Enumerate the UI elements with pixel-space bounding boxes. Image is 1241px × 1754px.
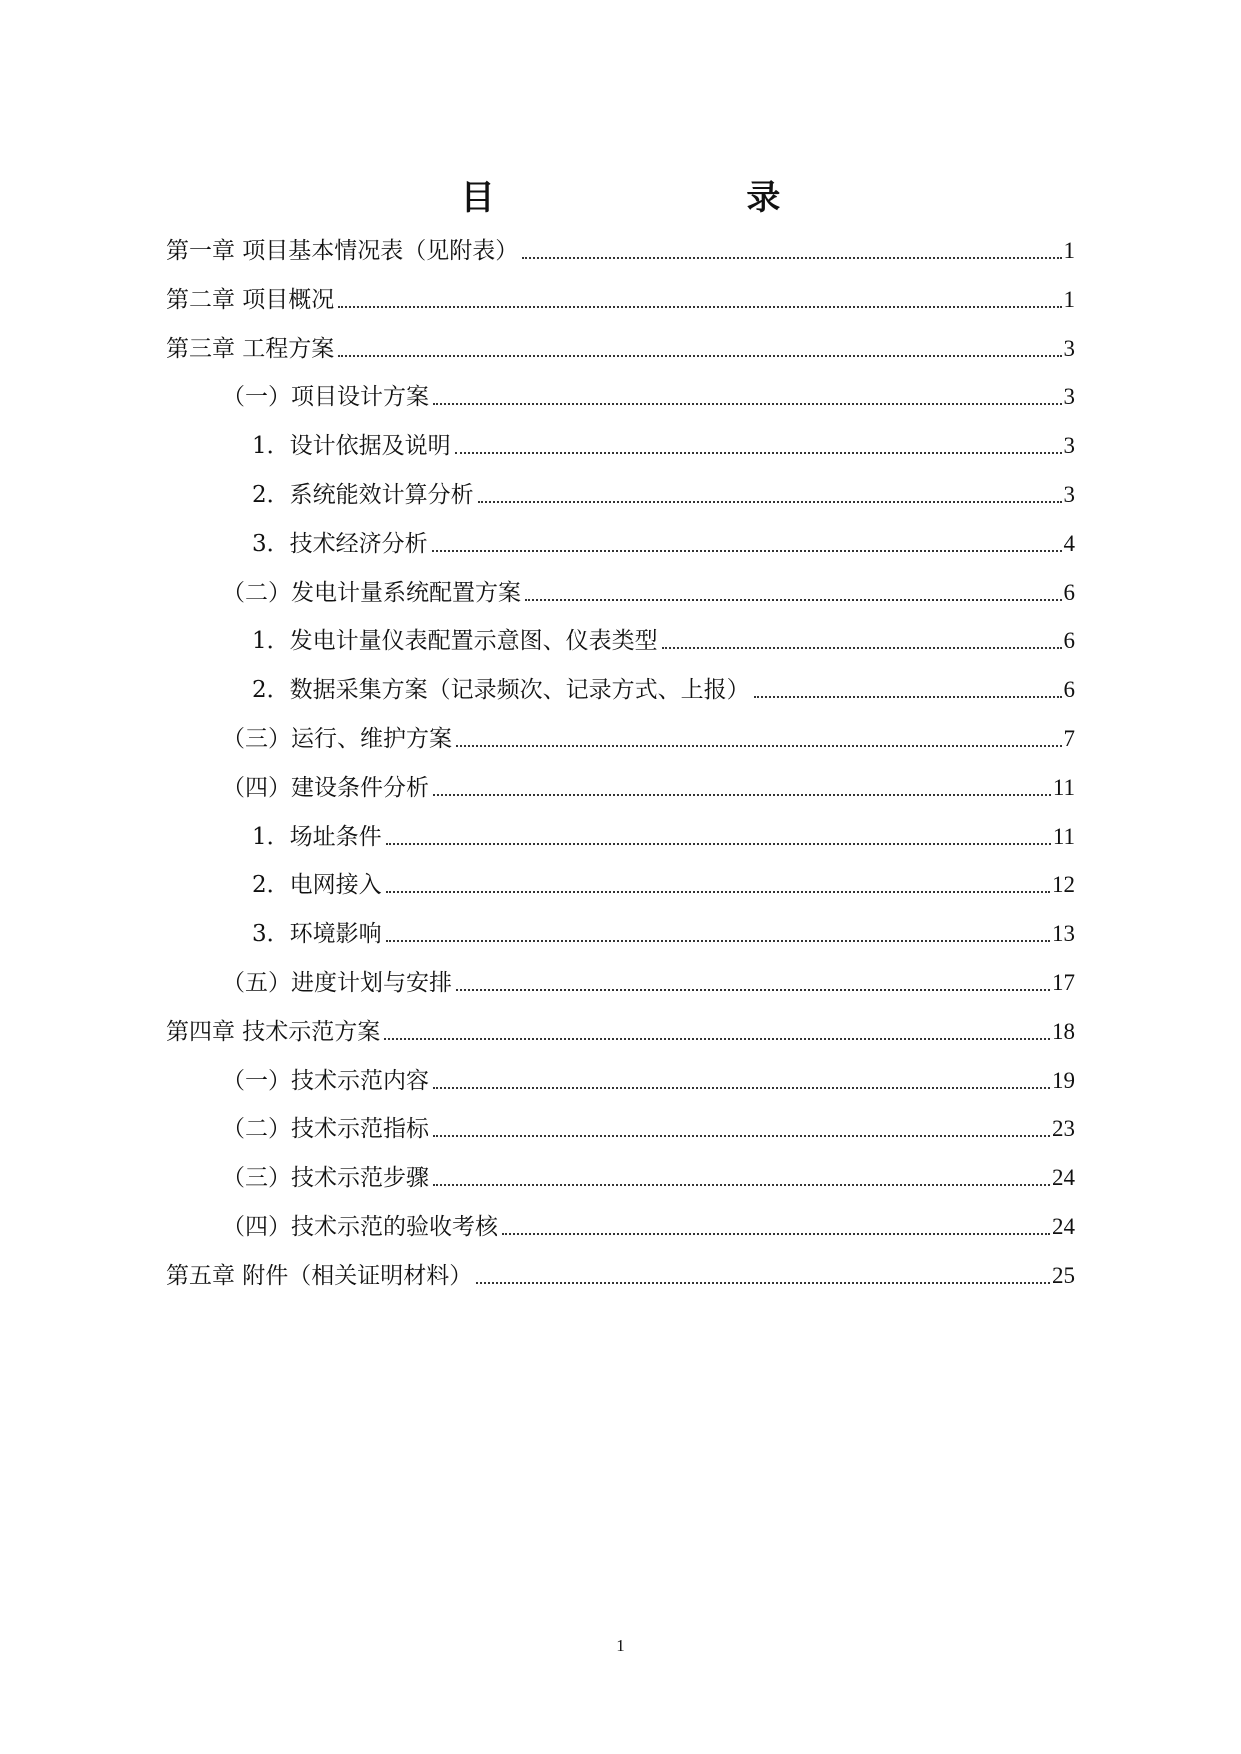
toc-entry[interactable] xyxy=(222,1112,1075,1146)
toc-entry[interactable] xyxy=(252,917,1075,951)
toc-entry-label: （四）建设条件分析 xyxy=(222,774,429,801)
toc-entry-label: 3．环境影响 xyxy=(252,921,382,948)
toc-entry-label: （二）发电计量系统配置方案 xyxy=(222,579,521,606)
toc-entry-page: 17 xyxy=(1052,970,1075,995)
toc-entry-label: 2．系统能效计算分析 xyxy=(252,482,474,508)
toc-entry[interactable] xyxy=(222,576,1075,610)
toc-entry[interactable] xyxy=(166,1015,1075,1049)
toc-entry-label: 1．发电计量仪表配置示意图、仪表类型 xyxy=(252,628,658,655)
page-number: 1 xyxy=(616,1636,625,1655)
dot-leader xyxy=(754,695,1062,698)
toc-entry[interactable] xyxy=(252,429,1075,463)
toc-entry-label: 2．数据采集方案（记录频次、记录方式、上报） xyxy=(252,677,750,704)
toc-entry-page: 11 xyxy=(1052,774,1075,800)
toc-entry-page: 3 xyxy=(1063,482,1075,507)
toc-entry-page: 12 xyxy=(1052,872,1075,898)
dot-leader xyxy=(662,646,1062,649)
toc-entry[interactable] xyxy=(252,624,1075,658)
toc-entry[interactable] xyxy=(252,527,1075,561)
toc-entry-page: 3 xyxy=(1063,433,1075,459)
toc-entry-label: 1．场址条件 xyxy=(252,823,382,850)
toc-entry[interactable] xyxy=(222,966,1075,1000)
toc-entry-page: 6 xyxy=(1063,677,1075,703)
toc-entry[interactable] xyxy=(166,283,1075,317)
dot-leader xyxy=(522,256,1061,259)
dot-leader xyxy=(478,500,1062,503)
toc-entry-page: 6 xyxy=(1063,579,1075,605)
toc-entry-label: 2．电网接入 xyxy=(252,872,382,899)
toc-entry-label: （三）技术示范步骤 xyxy=(222,1165,429,1192)
toc-entry-page: 6 xyxy=(1063,628,1075,654)
toc-entry-page: 11 xyxy=(1052,823,1075,849)
toc-entry[interactable] xyxy=(166,332,1075,366)
toc-entry-label: （三）运行、维护方案 xyxy=(222,726,452,752)
dot-leader xyxy=(386,842,1051,845)
dot-leader xyxy=(476,1281,1050,1284)
dot-leader xyxy=(502,1232,1050,1235)
toc-entry-page: 4 xyxy=(1063,530,1075,556)
toc-entry-label: 第三章 工程方案 xyxy=(166,335,335,362)
toc-entry[interactable] xyxy=(252,673,1075,707)
toc-entry-label: （五）进度计划与安排 xyxy=(222,970,452,996)
toc-entry-label: 第一章 项目基本情况表（见附表） xyxy=(166,238,519,264)
toc-entry-page: 24 xyxy=(1052,1214,1075,1239)
toc-entry-label: （一）项目设计方案 xyxy=(222,384,429,411)
dot-leader xyxy=(433,1134,1050,1137)
dot-leader xyxy=(456,988,1050,991)
toc-entry[interactable] xyxy=(222,380,1075,414)
toc-entry[interactable] xyxy=(252,868,1075,902)
dot-leader xyxy=(525,598,1062,601)
toc-entry-page: 3 xyxy=(1063,384,1075,410)
toc-title: 目 录 xyxy=(460,178,901,218)
toc-entry-page: 7 xyxy=(1063,726,1075,751)
dot-leader xyxy=(338,305,1061,308)
toc-entry[interactable] xyxy=(166,1259,1075,1293)
toc-entry-page: 1 xyxy=(1063,286,1075,312)
dot-leader xyxy=(433,1086,1050,1089)
toc-entry-page: 24 xyxy=(1052,1165,1075,1191)
dot-leader xyxy=(432,549,1062,552)
toc-entry[interactable] xyxy=(222,1210,1075,1244)
toc-entry-page: 1 xyxy=(1063,238,1075,263)
dot-leader xyxy=(384,1037,1050,1040)
dot-leader xyxy=(386,890,1050,893)
toc-entry-page: 3 xyxy=(1063,335,1075,361)
toc-entry[interactable] xyxy=(222,1064,1075,1098)
toc-entry-page: 25 xyxy=(1052,1262,1075,1288)
toc-entry[interactable] xyxy=(222,771,1075,805)
toc-entry-label: 1．设计依据及说明 xyxy=(252,433,451,460)
toc-entry-page: 19 xyxy=(1052,1067,1075,1093)
dot-leader xyxy=(338,354,1061,357)
dot-leader xyxy=(433,402,1062,405)
toc-entry-label: （二）技术示范指标 xyxy=(222,1116,429,1143)
toc-entry-page: 13 xyxy=(1052,921,1075,947)
dot-leader xyxy=(433,1183,1050,1186)
toc-entry[interactable] xyxy=(222,1161,1075,1195)
toc-entry[interactable] xyxy=(166,234,1075,268)
toc-entry-label: 第二章 项目概况 xyxy=(166,286,335,313)
toc-entry-label: 3．技术经济分析 xyxy=(252,530,428,557)
toc-entry-page: 23 xyxy=(1052,1116,1075,1142)
toc-entry[interactable] xyxy=(222,722,1075,756)
toc-entry-page: 18 xyxy=(1052,1018,1075,1044)
dot-leader xyxy=(433,793,1051,796)
toc-entry[interactable] xyxy=(252,478,1075,512)
dot-leader xyxy=(386,939,1050,942)
dot-leader xyxy=(455,451,1062,454)
dot-leader xyxy=(456,744,1062,747)
toc-entry-label: 第四章 技术示范方案 xyxy=(166,1018,381,1045)
toc-entry[interactable] xyxy=(252,820,1075,854)
toc-entry-label: （四）技术示范的验收考核 xyxy=(222,1214,498,1240)
toc-entry-label: （一）技术示范内容 xyxy=(222,1067,429,1094)
toc-entry-label: 第五章 附件（相关证明材料） xyxy=(166,1262,473,1289)
